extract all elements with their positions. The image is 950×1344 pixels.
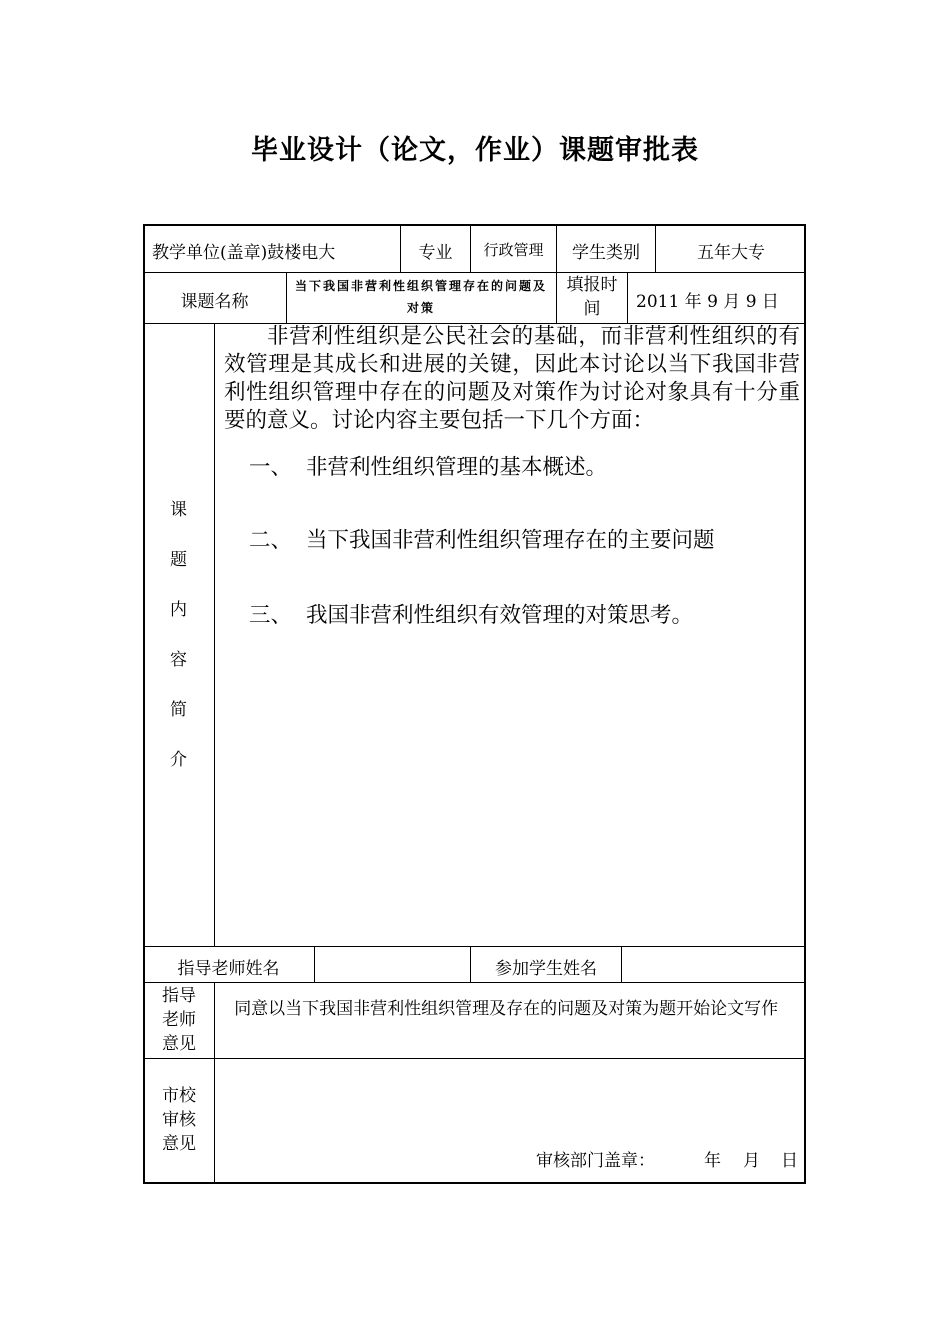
advisor-opinion-label: 指导老师意见 — [162, 986, 196, 1054]
summary-item-text: 非营利性组织管理的基本概述。 — [306, 455, 608, 480]
row-divider — [143, 272, 806, 273]
category-label: 学生类别 — [572, 243, 640, 263]
review-year: 年 — [704, 1151, 721, 1171]
summary-item — [249, 523, 715, 554]
summary-item-number: 一、 — [249, 455, 293, 480]
summary-label-char: 简 — [170, 700, 187, 720]
topic-value: 当下我国非营利性组织管理存在的问题及对策 — [294, 279, 547, 315]
summary-label-char: 课 — [170, 500, 187, 520]
summary-intro: 非营利性组织是公民社会的基础，而非营利性组织的有效管理是其成长和进展的关键，因此本讨论以当下我国非营利性组织管理中存在的问题及对策作为讨论对象具有十分重要的意义。讨论内容主要包括一下几个方面： — [224, 324, 800, 433]
summary-body — [224, 323, 800, 435]
summary-label-char: 内 — [170, 600, 187, 620]
cell-divider — [214, 982, 215, 1184]
summary-item-text: 我国非营利性组织有效管理的对策思考。 — [306, 603, 694, 628]
row-divider — [143, 1058, 806, 1059]
cell-divider — [214, 323, 215, 946]
date-label: 填报时间 — [566, 275, 618, 319]
major-label: 专业 — [418, 243, 453, 263]
students-name-label: 参加学生姓名 — [495, 959, 597, 979]
advisor-opinion-text: 同意以当下我国非营利性组织管理及存在的问题及对策为题开始论文写作 — [234, 999, 779, 1019]
major-value: 行政管理 — [483, 241, 544, 259]
summary-label-char: 容 — [170, 650, 187, 670]
summary-item-number: 二、 — [249, 528, 293, 553]
summary-item-text: 当下我国非营利性组织管理存在的主要问题 — [306, 528, 715, 553]
row-divider — [143, 946, 806, 947]
review-stamp-line: 审核部门盖章： — [536, 1151, 655, 1171]
cell-divider — [314, 946, 315, 982]
summary-label-char: 介 — [170, 750, 187, 770]
date-value: 2011 年 9 月 9 日 — [636, 292, 779, 312]
topic-label: 课题名称 — [180, 292, 249, 312]
summary-item-number: 三、 — [249, 603, 293, 628]
summary-label-char: 题 — [170, 550, 187, 570]
unit-label: 教学单位(盖章)鼓楼电大 — [152, 243, 336, 263]
review-month: 月 — [743, 1151, 760, 1171]
cell-divider — [627, 272, 628, 323]
review-label: 市校审核意见 — [162, 1086, 196, 1154]
cell-divider — [556, 272, 557, 323]
page-title: 毕业设计（论文，作业）课题审批表 — [251, 135, 699, 166]
category-value: 五年大专 — [697, 243, 765, 263]
cell-divider — [621, 946, 622, 982]
advisor-name-label: 指导老师姓名 — [177, 959, 280, 979]
review-day: 日 — [781, 1151, 798, 1171]
summary-label — [143, 500, 214, 800]
summary-item — [249, 598, 693, 629]
cell-divider — [286, 272, 287, 323]
row-divider — [143, 982, 806, 983]
summary-item — [249, 450, 607, 481]
